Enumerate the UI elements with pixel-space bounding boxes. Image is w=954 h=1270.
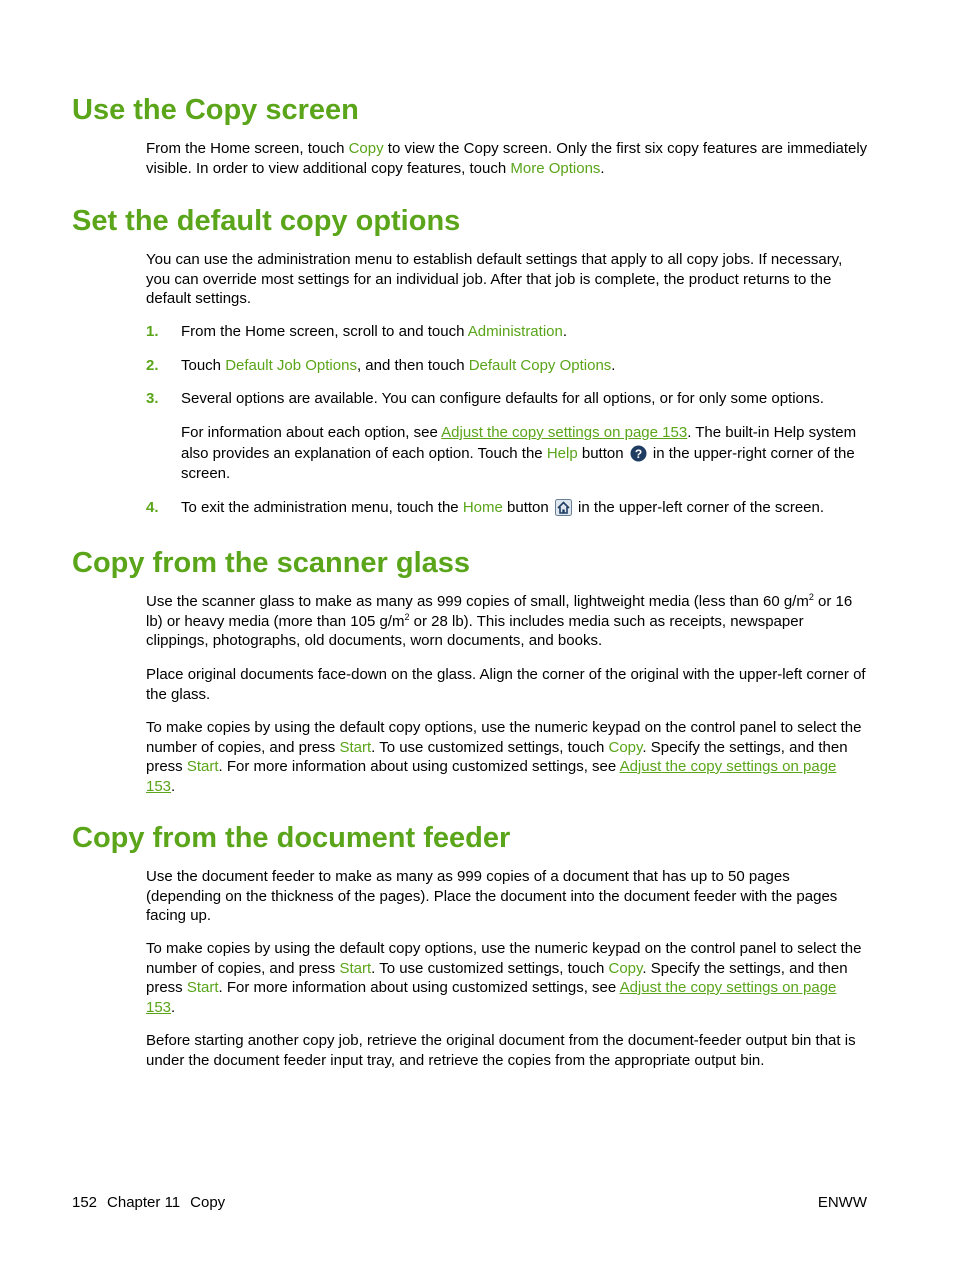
list-item-step-3 <box>146 389 868 409</box>
text: . For more information about using customized settings, see <box>218 979 620 996</box>
step-number: 1. <box>146 323 159 340</box>
text: or 16 lb) or heavy media (more than 105 g/m <box>146 593 853 630</box>
text: , and then touch <box>356 357 469 374</box>
document-feeder-paragraph-3: Before starting another copy job, retrieve the original document from the document-feeder output bin that is under the document feeder input tray, and retrieve the copies from the appropriate output bin. <box>146 1032 856 1069</box>
list-item-step-4 <box>146 498 868 518</box>
heading-default-copy-options: Set the default copy options <box>72 205 461 237</box>
text: From the Home screen, scroll to and touch <box>181 323 468 340</box>
text: From the Home screen, touch <box>146 140 349 157</box>
start-ui-label: Start <box>339 959 372 977</box>
start-ui-label: Start <box>339 738 372 756</box>
list-item-step-1 <box>146 322 868 342</box>
start-ui-label: Start <box>186 758 219 775</box>
text: Use the scanner glass to make as many as 999 copies of small, lightweight media (less than 60 g/m <box>146 593 809 610</box>
scanner-glass-paragraph-1 <box>146 592 868 651</box>
heading-use-copy-screen: Use the Copy screen <box>72 94 359 126</box>
text: To exit the administration menu, touch the <box>181 499 463 516</box>
text: For information about each option, see <box>181 424 442 441</box>
more-options-ui-label: More Options <box>510 159 601 177</box>
scanner-glass-paragraph-3 <box>146 718 868 796</box>
step-text <box>181 498 868 518</box>
copy-ui-label: Copy <box>608 959 643 977</box>
list-item-step-2 <box>146 356 868 376</box>
text: . <box>171 777 176 795</box>
administration-ui-label: Administration <box>467 323 563 340</box>
copy-screen-paragraph <box>146 139 868 178</box>
text: button <box>577 444 628 462</box>
footer-left <box>72 1193 235 1212</box>
text: . For more information about using customized settings, see <box>218 758 620 775</box>
footer-label: ENWW <box>817 1194 867 1211</box>
text: in the upper-right corner of the screen. <box>181 444 855 482</box>
footer-right <box>818 1193 867 1212</box>
chapter-title: Copy <box>190 1194 226 1211</box>
step-3-detail <box>146 423 868 485</box>
text: . <box>562 323 568 340</box>
text: . Specify the settings, and then press <box>146 959 848 996</box>
text: Touch <box>181 357 226 374</box>
default-copy-options-ui-label: Default Copy Options <box>468 357 612 374</box>
start-ui-label: Start <box>186 979 219 996</box>
superscript: 2 <box>808 592 814 602</box>
step-number: 2. <box>146 357 159 374</box>
step-number: 3. <box>146 390 159 407</box>
copy-ui-label: Copy <box>348 140 384 157</box>
copy-ui-label: Copy <box>608 738 643 756</box>
adjust-copy-settings-link[interactable]: Adjust the copy settings on page 153 <box>146 979 837 1016</box>
adjust-copy-settings-link[interactable]: Adjust the copy settings on page 153 <box>146 758 837 795</box>
text: . <box>171 998 176 1016</box>
document-feeder-paragraph-2 <box>146 939 868 1017</box>
text: . To use customized settings, touch <box>371 959 609 977</box>
text: To make copies by using the default copy options, use the numeric keypad on the control panel to select the number of copies, and press <box>146 940 862 977</box>
default-job-options-ui-label: Default Job Options <box>225 357 357 374</box>
text: . The built-in Help system also provides an explanation of each option. Touch the <box>181 424 857 462</box>
heading-scanner-glass: Copy from the scanner glass <box>72 547 471 579</box>
help-ui-label: Help <box>546 444 578 462</box>
document-feeder-paragraph-1: Use the document feeder to make as many as 999 copies of a document that has up to 50 pages (depending on the thickness of the pages). Place the document into the document feeder with the pages facing up. <box>146 868 838 924</box>
heading-document-feeder: Copy from the document feeder <box>72 822 511 854</box>
text: to view the Copy screen. Only the first six copy features are immediately visible. In order to view additional copy features, touch <box>146 140 868 177</box>
text: or 28 lb). This includes media such as receipts, newspaper clippings, photographs, old documents, worn documents, and books. <box>146 612 804 649</box>
superscript: 2 <box>404 611 410 622</box>
text: . Specify the settings, and then press <box>146 738 848 775</box>
page-number: 152 <box>72 1194 98 1211</box>
step-detail-text <box>181 423 868 485</box>
scanner-glass-paragraph-2: Place original documents face-down on the glass. Align the corner of the original with the upper-left corner of the glass. <box>146 666 866 703</box>
help-icon <box>630 445 647 462</box>
text: . <box>611 357 616 374</box>
text: To make copies by using the default copy options, use the numeric keypad on the control panel to select the number of copies, and press <box>146 719 862 756</box>
text: in the upper-left corner of the screen. <box>573 499 825 516</box>
step-text: Several options are available. You can configure defaults for all options, or for only some options. <box>181 390 824 407</box>
svg-text:?: ? <box>634 446 642 461</box>
home-icon <box>555 499 572 516</box>
chapter-label: Chapter 11 <box>107 1194 181 1211</box>
default-options-intro: You can use the administration menu to establish default settings that apply to all copy jobs. If necessary, you can override most settings for an individual job. After that job is complete, the product returns to the default settings. <box>146 251 843 307</box>
step-text <box>181 356 868 376</box>
step-number: 4. <box>146 499 159 516</box>
step-text <box>181 322 868 342</box>
text: button <box>502 499 553 516</box>
adjust-copy-settings-link[interactable]: Adjust the copy settings on page 153 <box>441 424 688 441</box>
text: . <box>600 159 605 177</box>
home-ui-label: Home <box>462 499 503 516</box>
text: . To use customized settings, touch <box>371 738 609 756</box>
